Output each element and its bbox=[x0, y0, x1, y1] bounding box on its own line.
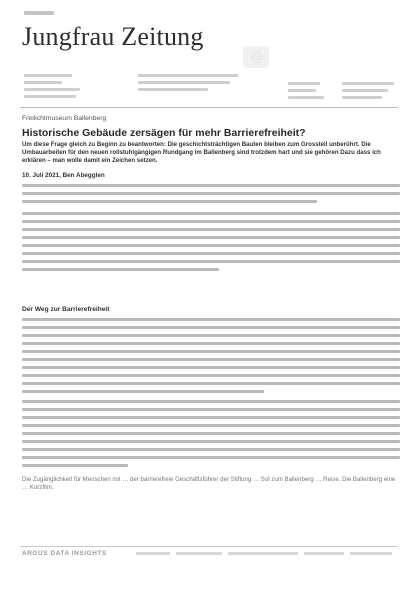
article-paragraph bbox=[22, 184, 400, 208]
footer-rule bbox=[20, 546, 398, 547]
publisher-seal bbox=[243, 46, 269, 68]
page-number bbox=[24, 11, 54, 15]
article-section: Freilichtmuseum Ballenberg bbox=[22, 115, 107, 122]
masthead: Jungfrau Zeitung bbox=[22, 22, 204, 51]
article-headline: Historische Gebäude zersägen für mehr Barrierefreiheit? bbox=[22, 127, 306, 139]
masthead-divider bbox=[20, 107, 398, 108]
footer-contact bbox=[136, 552, 398, 570]
footer-brand: ARGUS DATA INSIGHTS bbox=[22, 550, 107, 557]
article-subhead: Der Weg zur Barrierefreiheit bbox=[22, 306, 110, 313]
article-byline: 10. Juli 2021, Ben Abegglen bbox=[22, 172, 105, 179]
publisher-address bbox=[24, 74, 84, 102]
article-paragraph bbox=[22, 212, 400, 276]
article-lead: Um diese Frage gleich zu Beginn zu beantworten: Die geschichtsträchtigen Bauten bleiben zum Grossteil unberührt. Die Umbauarbeiten für den neuen rollstuhlgängigen Rundgang im Ballenberg sind trotzdem hart und sie gehören Dazu dass ich erklären – man wolle damit ein Zeichen setzen. bbox=[22, 141, 381, 164]
article-paragraph bbox=[22, 456, 400, 472]
article-paragraph bbox=[22, 318, 400, 398]
article-paragraph bbox=[22, 400, 400, 464]
article-final-paragraph: Die Zugänglichkeit für Menschen mit … der barrierefreie Geschäftsführer der Stiftung … Sol zum Ballenberg … Reise. Die Ballenberg eine … Kurzfilm. bbox=[22, 476, 396, 491]
circulation-info bbox=[288, 82, 328, 103]
clipping-info bbox=[342, 82, 398, 103]
issue-info bbox=[138, 74, 248, 95]
